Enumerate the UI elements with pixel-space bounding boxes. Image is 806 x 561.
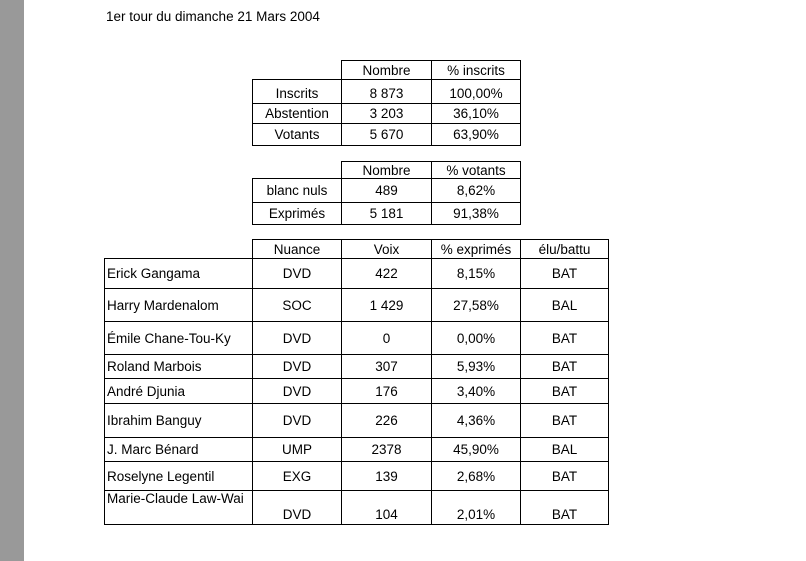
header-pct-inscrits: % inscrits <box>432 61 521 80</box>
header-pct-votants: % votants <box>432 162 521 179</box>
candidate-pct: 5,93% <box>432 355 521 379</box>
row-label: blanc nuls <box>253 179 342 203</box>
candidate-voix: 422 <box>342 259 432 289</box>
candidate-name: J. Marc Bénard <box>105 438 253 462</box>
candidate-status: BAT <box>521 379 609 404</box>
left-margin-bar <box>0 0 24 561</box>
candidate-name: Erick Gangama <box>105 259 253 289</box>
row-nombre: 489 <box>342 179 432 203</box>
candidate-pct: 8,15% <box>432 259 521 289</box>
table-row <box>105 491 609 525</box>
table-row <box>105 462 609 491</box>
header-elu-battu: élu/battu <box>521 240 609 259</box>
candidate-nuance: DVD <box>253 491 342 525</box>
candidate-voix: 176 <box>342 379 432 404</box>
candidate-name: Harry Mardenalom <box>105 289 253 322</box>
row-pct: 91,38% <box>432 203 521 225</box>
candidate-status: BAT <box>521 259 609 289</box>
candidate-status: BAL <box>521 289 609 322</box>
row-pct: 8,62% <box>432 179 521 203</box>
candidate-pct: 3,40% <box>432 379 521 404</box>
table-row <box>253 80 521 104</box>
row-nombre: 3 203 <box>342 104 432 124</box>
row-label: Inscrits <box>253 80 342 104</box>
row-pct: 63,90% <box>432 124 521 146</box>
header-nuance: Nuance <box>253 240 342 259</box>
candidate-nuance: EXG <box>253 462 342 491</box>
candidate-pct: 4,36% <box>432 404 521 438</box>
results-table <box>104 239 609 525</box>
candidate-voix: 139 <box>342 462 432 491</box>
candidate-name: Émile Chane-Tou-Ky <box>105 322 253 355</box>
candidate-status: BAT <box>521 355 609 379</box>
row-label: Votants <box>253 124 342 146</box>
candidate-nuance: DVD <box>253 322 342 355</box>
candidate-status: BAT <box>521 491 609 525</box>
row-pct: 100,00% <box>432 80 521 104</box>
row-nombre: 8 873 <box>342 80 432 104</box>
candidate-status: BAT <box>521 462 609 491</box>
empty-corner-cell <box>253 162 342 179</box>
candidate-pct: 2,68% <box>432 462 521 491</box>
candidate-status: BAT <box>521 404 609 438</box>
candidate-pct: 0,00% <box>432 322 521 355</box>
candidate-nuance: SOC <box>253 289 342 322</box>
candidate-name: Marie-Claude Law-Wai <box>105 491 253 525</box>
candidate-voix: 104 <box>342 491 432 525</box>
table-row <box>105 322 609 355</box>
candidate-voix: 0 <box>342 322 432 355</box>
candidate-name: Ibrahim Banguy <box>105 404 253 438</box>
votes-header-row <box>253 162 521 179</box>
table-row <box>105 355 609 379</box>
candidate-nuance: UMP <box>253 438 342 462</box>
empty-corner-cell <box>253 61 342 80</box>
table-row <box>105 259 609 289</box>
row-nombre: 5 181 <box>342 203 432 225</box>
table-row <box>105 404 609 438</box>
candidate-pct: 2,01% <box>432 491 521 525</box>
header-nombre: Nombre <box>342 61 432 80</box>
candidate-name: Roland Marbois <box>105 355 253 379</box>
candidate-status: BAL <box>521 438 609 462</box>
candidate-status: BAT <box>521 322 609 355</box>
table-row <box>253 179 521 203</box>
header-pct-exprimes: % exprimés <box>432 240 521 259</box>
candidate-name: André Djunia <box>105 379 253 404</box>
candidate-nuance: DVD <box>253 259 342 289</box>
participation-header-row <box>253 61 521 80</box>
page-title: 1er tour du dimanche 21 Mars 2004 <box>106 9 320 24</box>
table-row <box>253 203 521 225</box>
candidate-name: Roselyne Legentil <box>105 462 253 491</box>
results-header-row <box>105 240 609 259</box>
candidate-pct: 45,90% <box>432 438 521 462</box>
candidate-nuance: DVD <box>253 355 342 379</box>
header-nombre: Nombre <box>342 162 432 179</box>
candidate-voix: 1 429 <box>342 289 432 322</box>
table-row <box>253 124 521 146</box>
empty-corner-cell <box>105 240 253 259</box>
candidate-nuance: DVD <box>253 379 342 404</box>
row-pct: 36,10% <box>432 104 521 124</box>
row-label: Exprimés <box>253 203 342 225</box>
table-row <box>105 289 609 322</box>
votes-table <box>252 161 521 225</box>
table-row <box>105 379 609 404</box>
candidate-nuance: DVD <box>253 404 342 438</box>
row-label: Abstention <box>253 104 342 124</box>
candidate-pct: 27,58% <box>432 289 521 322</box>
row-nombre: 5 670 <box>342 124 432 146</box>
candidate-voix: 226 <box>342 404 432 438</box>
table-row <box>105 438 609 462</box>
table-row <box>253 104 521 124</box>
header-voix: Voix <box>342 240 432 259</box>
candidate-voix: 2378 <box>342 438 432 462</box>
candidate-voix: 307 <box>342 355 432 379</box>
participation-table <box>252 60 521 146</box>
